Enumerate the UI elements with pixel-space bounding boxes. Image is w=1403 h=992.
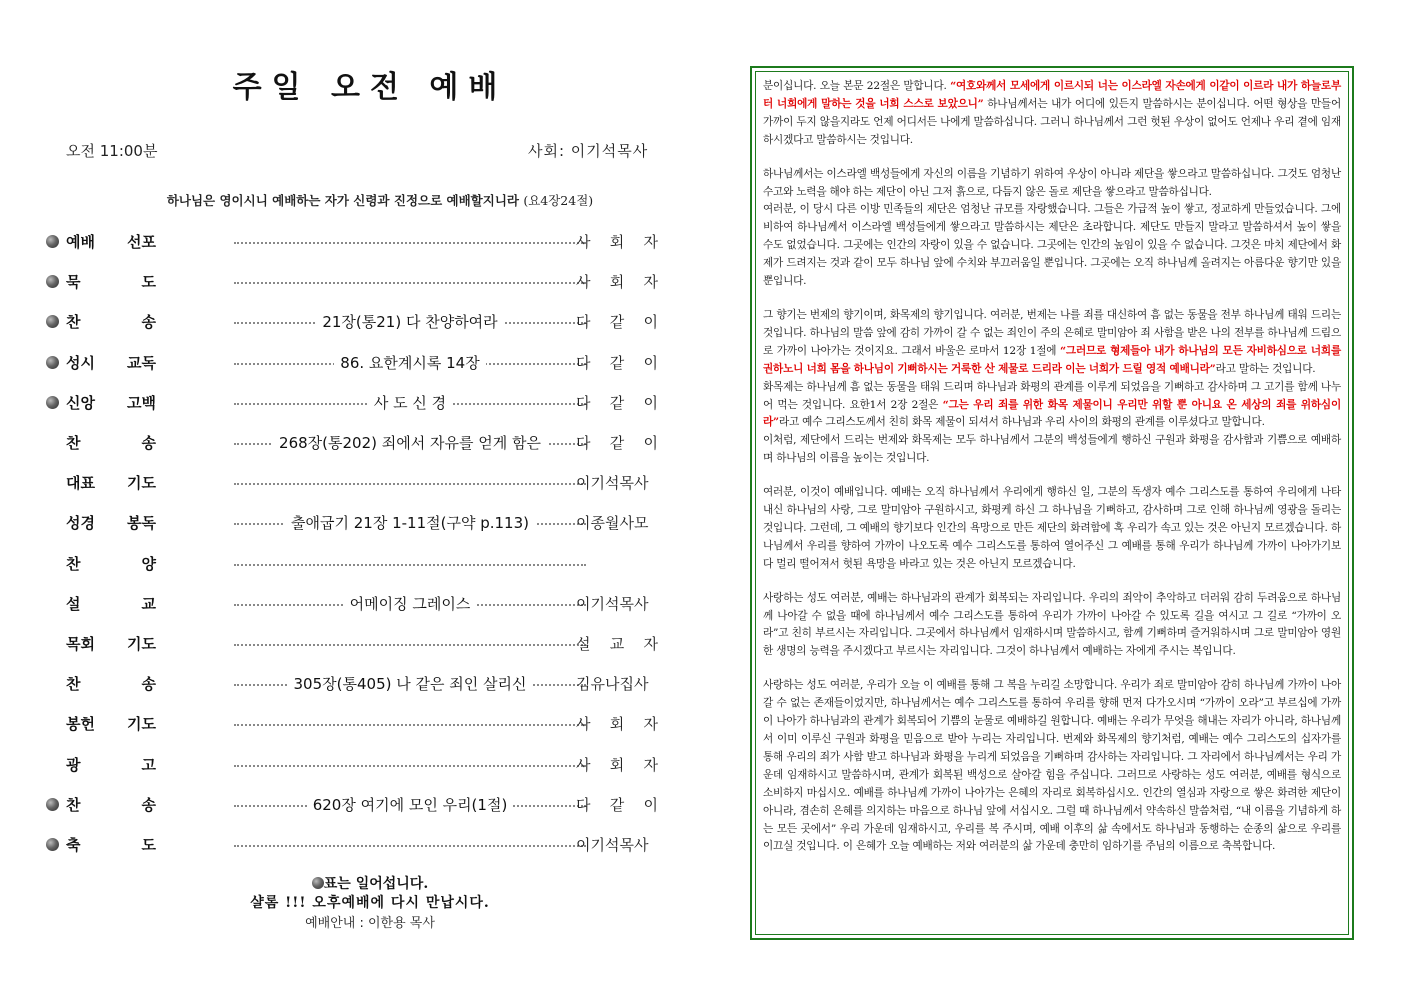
dotted-leader — [234, 845, 586, 847]
sermon-paragraph — [763, 78, 1341, 150]
order-item-content — [234, 352, 586, 373]
order-item-name: 찬 송 — [66, 434, 156, 452]
order-row — [46, 711, 666, 735]
order-item-content — [234, 392, 586, 413]
standing-note-text: 표는 일어섭니다. — [323, 876, 429, 892]
order-row — [46, 591, 666, 615]
theme-verse-text: 하나님은 영이시니 예배하는 자가 신령과 진정으로 예배할지니라 — [166, 193, 519, 208]
scripture-quote: “여호와께서 모세에게 이르시되 너는 이스라엘 자손에게 이같이 이르라 내가 하늘로부터 너희에게 말하는 것을 너희 스스로 보았으니” — [763, 80, 1341, 110]
order-item-content — [234, 512, 586, 533]
order-item-name: 묵 도 — [66, 273, 156, 291]
worship-order-panel — [0, 0, 700, 992]
dotted-leader — [234, 765, 586, 767]
order-item-content-text: 사 도 신 경 — [368, 394, 452, 412]
closing-greeting: 샬롬 !!! 오후예배에 다시 만납시다. — [250, 895, 490, 911]
order-item-name: 신앙 고백 — [66, 394, 156, 412]
standing-bullet-icon — [46, 356, 59, 369]
order-item-content-text: 268장(통202) 죄에서 자유를 얻게 함은 — [273, 434, 547, 452]
order-item-content-text: 86. 요한계시록 14장 — [334, 354, 485, 372]
order-item-content-text: 620장 여기에 모인 우리(1절) — [307, 796, 514, 814]
order-item-person: 사 회 자 — [576, 233, 658, 251]
order-item-content — [234, 432, 586, 453]
order-row — [46, 631, 666, 655]
scripture-quote: “그는 우리 죄를 위한 화목 제물이니 우리만 위할 뿐 아니요 온 세상의 죄를 위하심이라” — [763, 398, 1341, 429]
order-row — [46, 752, 666, 776]
order-item-name: 봉헌 기도 — [66, 715, 156, 733]
order-item-content — [234, 794, 586, 815]
theme-verse-ref: (요4장24절) — [523, 193, 594, 208]
sermon-paragraph — [763, 307, 1341, 379]
order-item-person: 다 같 이 — [576, 354, 658, 372]
sermon-text-span: 라고 예수 그리스도께서 친히 화목 제물이 되셔서 하나님과 우리 사이의 화평의 관계를 이루셨다고 말합니다. — [778, 416, 1265, 429]
order-item-person: 이기석목사 — [576, 474, 649, 492]
service-time: 오전 11:00분 — [66, 142, 158, 160]
order-item-content-text: 21장(통21) 다 찬양하여라 — [316, 313, 503, 331]
order-item-name: 찬 송 — [66, 796, 156, 814]
standing-note — [200, 873, 540, 893]
order-item-name: 성시 교독 — [66, 354, 156, 372]
order-item-content-text: 어메이징 그레이스 — [344, 595, 477, 613]
order-row — [46, 792, 666, 816]
order-item-person: 사 회 자 — [576, 273, 658, 291]
sermon-text-span: 화목제는 하나님께 흠 없는 동물을 태워 드리며 하나님과 화평의 관계를 이루게 되었음을 기뻐하고 감사하며 그 고기를 함께 나누어 먹는 것입니다. 요한1서 2장 2절은 — [763, 380, 1341, 411]
dotted-leader — [234, 242, 586, 244]
order-row — [46, 430, 666, 454]
presider: 사회: 이기석목사 — [528, 142, 649, 160]
order-item-content-text: 305장(통405) 나 같은 죄인 살리신 — [288, 675, 533, 693]
page-title: 주일 오전 예배 — [232, 70, 508, 105]
order-row — [46, 832, 666, 856]
order-item-name: 찬 송 — [66, 675, 156, 693]
sermon-paragraph: 하나님께서는 이스라엘 백성들에게 자신의 이름을 기념하기 위하여 우상이 아니라 제단을 쌓으라고 말씀하십니다. 그것도 엄청난 수고와 노력을 해야 하는 제단이 아닌 그저 흙으로, 다듬지 않은 돌로 제단을 쌓으라고 말씀하십니다. — [763, 167, 1341, 198]
order-item-person: 다 같 이 — [576, 394, 658, 412]
order-item-person: 김유나집사 — [576, 675, 649, 693]
order-row — [46, 551, 666, 575]
standing-bullet-icon — [46, 315, 59, 328]
order-item-name: 대표 기도 — [66, 474, 156, 492]
theme-verse — [150, 191, 610, 209]
sermon-text — [755, 71, 1349, 935]
scripture-quote: “그러므로 형제들아 내가 하나님의 모든 자비하심으로 너희를 권하노니 너희 몸을 하나님이 기뻐하시는 거룩한 산 제물로 드리라 이는 너희가 드릴 영적 예배니라” — [763, 344, 1341, 375]
order-row — [46, 510, 666, 534]
sermon-text-span: 하나님께서는 내가 어디에 있든지 말씀하시는 분이십니다. 어떤 형상을 만들어 가까이 두지 않을지라도 언제 어디서든 나에게 말씀하십니다. 그러니 하나님께서 그런 헛된 우상이 없어도 언제나 우리 곁에 임재하시겠다고 말씀하시는 것입니다. — [763, 97, 1341, 146]
order-item-name: 광 고 — [66, 756, 156, 774]
standing-bullet-icon — [312, 877, 324, 889]
order-row — [46, 229, 666, 253]
order-item-content — [234, 673, 586, 694]
order-item-person: 설 교 자 — [576, 635, 658, 653]
order-item-name: 목회 기도 — [66, 635, 156, 653]
sermon-box — [750, 66, 1354, 940]
order-item-name: 설 교 — [66, 595, 156, 613]
sermon-paragraph: 이처럼, 제단에서 드리는 번제와 화목제는 모두 하나님께서 그분의 백성들에게 행하신 구원과 화평을 감사함과 기쁨으로 예배하며 하나님의 이름을 높이는 것입니다. — [763, 434, 1341, 465]
sermon-paragraph: 여러분, 이 당시 다른 이방 민족들의 제단은 엄청난 규모를 자랑했습니다. 그들은 가급적 높이 쌓고, 정교하게 만들었습니다. 그에 비하여 하나님께서 이스라엘 백성들에게 쌓으라고 말씀하시는 제단은 초라합니다. 제단도 만들지 말라고 말씀하셔서 높이 쌓을 수도 없었습니다. 그곳에는 인간의 자랑이 있을 수 없습니다. 그곳에는 인간의 높임이 있을 수 없습니다. 그것은 마치 제단에서 화제가 드려지는 것과 같이 모두 하나님 앞에 수치와 부끄러움일 뿐입니다. 그곳에는 오직 하나님께 올려지는 아름다운 향기만 있을 뿐입니다. — [763, 203, 1341, 288]
order-row — [46, 470, 666, 494]
order-item-content — [234, 593, 586, 614]
order-item-name: 찬 송 — [66, 313, 156, 331]
standing-bullet-icon — [46, 275, 59, 288]
worship-guide: 예배안내 : 이한용 목사 — [305, 916, 435, 931]
sermon-text-span: 분이십니다. 오늘 본문 22절은 말합니다. — [763, 80, 951, 92]
order-item-person: 이기석목사 — [576, 836, 649, 854]
dotted-leader — [234, 564, 586, 566]
order-item-name: 예배 선포 — [66, 233, 156, 251]
order-item-person: 다 같 이 — [576, 796, 658, 814]
order-item-person: 이기석목사 — [576, 595, 649, 613]
standing-bullet-icon — [46, 396, 59, 409]
sermon-text-span: 그 향기는 번제의 향기이며, 화목제의 향기입니다. 여러분, 번제는 나를 죄를 대신하여 흠 없는 동물을 전부 하나님께 태워 드리는 것입니다. 하나님의 말씀 앞에 감히 가까이 갈 수 없는 죄인이 주의 은혜로 말미암아 죄 사함을 받은 나의 전부를 하나님께 드림으로 가까이 나아가는 것이지요. 그래서 바울은 로마서 12장 1절에 — [763, 308, 1341, 357]
sermon-paragraph: 여러분, 이것이 예배입니다. 예배는 오직 하나님께서 우리에게 행하신 일, 그분의 독생자 예수 그리스도를 통하여 우리에게 나타내신 하나님의 사랑, 그로 말미암아 구원하시고, 화평케 하신 그 하나님을 기뻐하고, 감사하며 그로 인해 하나님께 영광을 돌리는 것입니다. 그런데, 그 예배의 향기보다 인간의 욕망으로 만든 제단의 화려함에 혹 우리가 속고 있는 것은 아닌지 모르겠습니다. 하나님께서 우리를 향하여 가까이 나오도록 예수 그리스도를 통하여 열어주신 그 예배를 통해 우리가 하나님께 가까이 나아가기보다 멀리 떨어져서 헛된 욕망을 바라고 있는 것은 아닌지 모르겠습니다. — [763, 486, 1341, 570]
order-row — [46, 350, 666, 374]
order-item-person: 사 회 자 — [576, 715, 658, 733]
order-row — [46, 671, 666, 695]
dotted-leader — [234, 282, 586, 284]
order-item-content — [234, 311, 586, 332]
sermon-paragraph — [763, 379, 1341, 433]
order-row — [46, 309, 666, 333]
dotted-leader — [234, 724, 586, 726]
order-item-person: 다 같 이 — [576, 434, 658, 452]
order-row — [46, 269, 666, 293]
order-item-person: 이종월사모 — [576, 514, 649, 532]
sermon-paragraph: 사랑하는 성도 여러분, 예배는 하나님과의 관계가 회복되는 자리입니다. 우리의 죄악이 추악하고 더러워 감히 두려움으로 하나님께 나아갈 수 없을 때에 하나님께서 예수 그리스도를 통하여 우리가 가까이 나아갈 수 있도록 길을 여시고 그 길로 “가까이 오라”고 친히 부르시는 자리입니다. 그곳에서 하나님께서 임재하시며 말씀하시고, 함께 기뻐하며 즐거워하시며 그로 말미암아 영원한 생명의 능력을 주시겠다고 부르시는 자리입니다. 그것이 하나님께서 예배하는 자에게 주시는 복입니다. — [763, 591, 1341, 658]
order-item-name: 찬 양 — [66, 555, 156, 573]
order-row — [46, 390, 666, 414]
sermon-paragraph: 사랑하는 성도 여러분, 우리가 오늘 이 예배를 통해 그 복을 누리길 소망합니다. 우리가 죄로 말미암아 감히 하나님께 가까이 나아갈 수 없는 존재들이었지만, 하나님께서는 예수 그리스도를 통하여 우리를 향해 먼저 다가오시며 “가까이 오라”고 부르십에 가까이 나아가 하나님과의 관계가 회복되어 기쁨의 눈물로 예배하길 원합니다. 예배는 우리가 무엇을 해내는 자리가 아니라, 하나님께서 이미 이루신 구원과 화평을 믿음으로 받아 누리는 자리입니다. 번제와 화목제의 향기처럼, 예배는 예수 그리스도의 십자가를 통해 우리의 죄가 사함 받고 하나님과 화평을 누리게 되었음을 기뻐하며 감사하는 자리입니다. 그 자리에서 하나님께서는 우리 가운데 임재하시고 말씀하시며, 관계가 회복된 백성으로 살아갈 힘을 주십니다. 그러므로 사랑하는 성도 여러분, 예배를 형식으로 소비하지 마십시오. 예배를 하나님께 가까이 나아가는 은혜의 자리로 회복하십시오. 인간의 열심과 자랑으로 쌓은 화려한 제단이 아니라, 겸손히 은혜를 의지하는 마음으로 하나님 앞에 서십시오. 그럴 때 하나님께서 약속하신 말씀처럼, “내 이름을 기념하게 하는 모든 곳에서” 우리 가운데 임재하시고, 우리를 복 주시며, 예배 이후의 삶 속에서도 하나님과 동행하는 순종의 삶으로 우리를 이끄실 것입니다. 이 은혜가 오늘 예배하는 저와 여러분의 삶 가운데 충만히 임하기를 주님의 이름으로 축복합니다. — [763, 679, 1341, 853]
dotted-leader — [234, 644, 586, 646]
order-item-name: 성경 봉독 — [66, 514, 156, 532]
order-item-content-text: 출애굽기 21장 1-11절(구약 p.113) — [285, 514, 535, 532]
order-item-name: 축 도 — [66, 836, 156, 854]
dotted-leader — [234, 483, 586, 485]
order-item-person: 사 회 자 — [576, 756, 658, 774]
standing-bullet-icon — [46, 798, 59, 811]
standing-bullet-icon — [46, 838, 59, 851]
standing-bullet-icon — [46, 235, 59, 248]
order-item-person: 다 같 이 — [576, 313, 658, 331]
sermon-text-span: 라고 말하는 것입니다. — [1215, 362, 1316, 375]
